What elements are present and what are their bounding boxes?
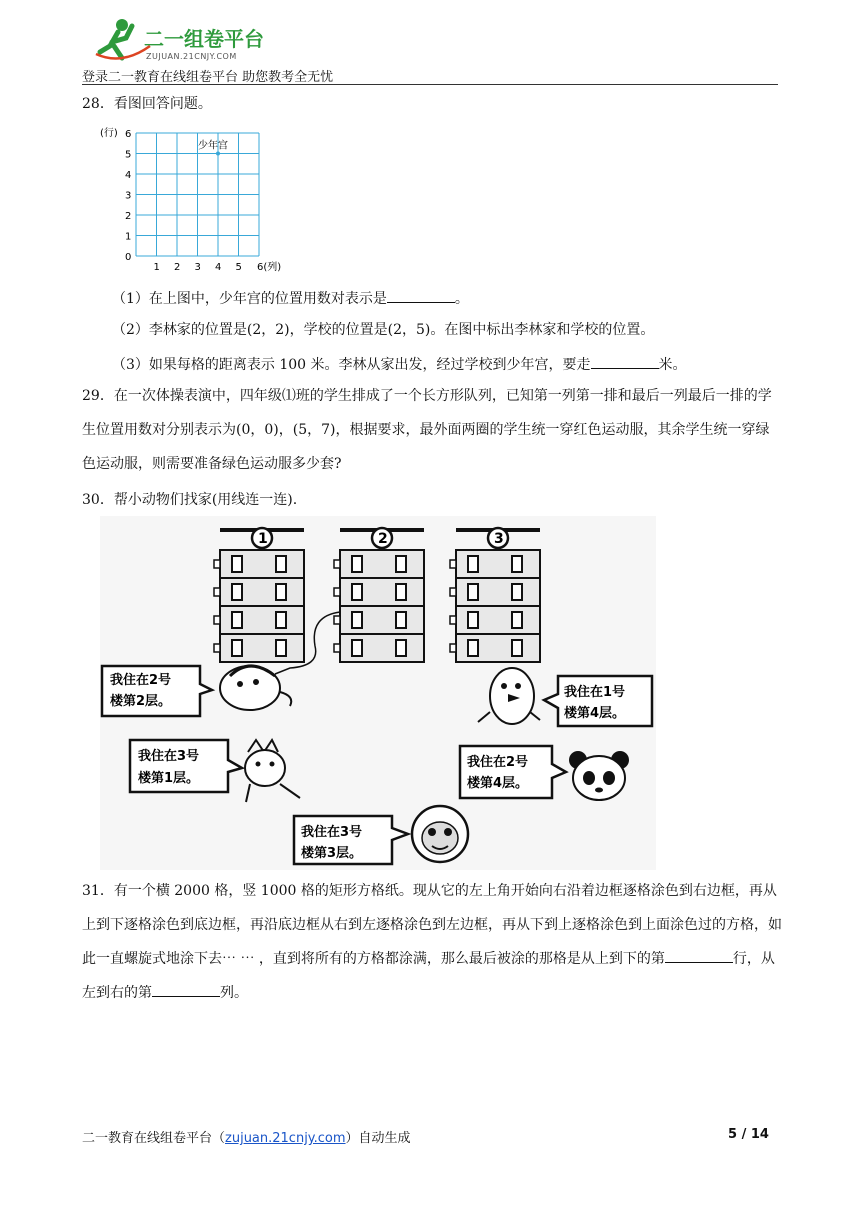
y-tick-label: 5 bbox=[125, 149, 132, 161]
q30-stem: 30．帮小动物们找家(用线连一连). bbox=[82, 492, 298, 508]
window bbox=[276, 612, 286, 628]
y-tick-label: 6 bbox=[125, 129, 132, 140]
window bbox=[352, 612, 362, 628]
window bbox=[276, 584, 286, 600]
x-tick-label: 3 bbox=[194, 262, 201, 273]
logo-text: 二一组卷平台 bbox=[144, 27, 264, 51]
speech-bubble-2 bbox=[544, 676, 652, 726]
x-tick-label: 4 bbox=[215, 262, 222, 273]
q28-sub1: （1）在上图中，少年宫的位置用数对表示是 。 bbox=[112, 287, 469, 309]
footer-link[interactable]: zujuan.21cnjy.com bbox=[225, 1131, 346, 1146]
y-tick-label: 4 bbox=[125, 170, 132, 181]
building-number: 3 bbox=[494, 531, 504, 547]
building-3 bbox=[450, 528, 540, 662]
window bbox=[232, 612, 242, 628]
window bbox=[468, 612, 478, 628]
q31-text: 31．有一个横 2000 格，竖 1000 格的矩形方格纸。现从它的左上角开始向右沿着边框逐格涂色到右边框，再从上到下逐格涂色到底边框，再沿底边框从右到左逐格涂色到左边框，再从下到上逐格涂色到上面涂色过的方格，如此一直螺旋式地涂下去⋯ ⋯ ，直到将所有的方格都涂满，那么最后被涂的那格是从上到下的第 行，从左到右的第 列。 bbox=[82, 883, 782, 1001]
window bbox=[276, 556, 286, 572]
window bbox=[396, 612, 406, 628]
y-tick-label: 3 bbox=[125, 190, 132, 202]
answer-blank[interactable] bbox=[591, 353, 659, 369]
window bbox=[468, 640, 478, 656]
building-number: 2 bbox=[378, 531, 388, 547]
monkey-face-icon bbox=[412, 806, 468, 862]
svg-text:我住在2号: 我住在2号 bbox=[467, 755, 529, 770]
speech-bubble-4 bbox=[460, 746, 566, 798]
header-rule bbox=[82, 84, 778, 85]
window bbox=[512, 640, 522, 656]
answer-blank-row[interactable] bbox=[665, 947, 733, 963]
svg-text:楼第2层。: 楼第2层。 bbox=[110, 694, 172, 709]
svg-text:我住在2号: 我住在2号 bbox=[110, 673, 172, 688]
landmark-point bbox=[216, 152, 220, 156]
svg-text:我住在1号: 我住在1号 bbox=[564, 685, 626, 700]
window bbox=[512, 584, 522, 600]
q29-text: 29．在一次体操表演中，四年级⑴班的学生排成了一个长方形队列，已知第一列第一排和最后一列最后一排的学生位置用数对分别表示为(0，0)，(5，7)，根据要求，最外面两圈的学生统一穿红色运动服，其余学生统一穿绿色运动服，则需要准备绿色运动服多少套? bbox=[82, 388, 772, 472]
building-1 bbox=[214, 528, 304, 662]
q28-stem: 28．看图回答问题。 bbox=[82, 96, 212, 112]
window bbox=[232, 584, 242, 600]
deer-icon bbox=[245, 740, 300, 802]
svg-text:楼第3层。: 楼第3层。 bbox=[301, 846, 363, 861]
footer-source: 二一教育在线组卷平台（zujuan.21cnjy.com）自动生成 bbox=[82, 1131, 411, 1146]
window bbox=[468, 584, 478, 600]
svg-text:楼第1层。: 楼第1层。 bbox=[138, 771, 200, 786]
speech-bubble-5 bbox=[294, 816, 408, 864]
window bbox=[276, 640, 286, 656]
window bbox=[396, 584, 406, 600]
header-slogan: 登录二一教育在线组卷平台 助您教考全无忧 bbox=[82, 70, 334, 85]
window bbox=[396, 640, 406, 656]
y-axis-unit: (行) bbox=[100, 128, 118, 139]
answer-blank[interactable] bbox=[387, 287, 455, 303]
speech-bubble-3 bbox=[130, 740, 242, 792]
window bbox=[512, 612, 522, 628]
bird-icon bbox=[478, 668, 540, 724]
page-number: 5 / 14 bbox=[728, 1127, 769, 1142]
x-axis-unit: 6(列) bbox=[257, 262, 282, 273]
q28-sub3: （3）如果每格的距离表示 100 米。李林从家出发，经过学校到少年宫，要走 米。 bbox=[112, 353, 687, 375]
speech-bubble-1 bbox=[102, 666, 212, 716]
window bbox=[468, 556, 478, 572]
y-tick-label: 2 bbox=[125, 211, 132, 222]
y-tick-label: 1 bbox=[125, 231, 132, 243]
window bbox=[352, 640, 362, 656]
x-tick-label: 5 bbox=[235, 262, 242, 273]
y-tick-label: 0 bbox=[125, 252, 132, 263]
panda-icon bbox=[569, 751, 629, 800]
svg-text:我住在3号: 我住在3号 bbox=[138, 749, 200, 764]
q28-coordinate-grid bbox=[100, 124, 300, 274]
window bbox=[352, 584, 362, 600]
q30-illustration bbox=[100, 516, 656, 870]
logo-subtext: ZUJUAN.21CNJY.COM bbox=[146, 52, 237, 61]
runner-icon bbox=[96, 19, 150, 59]
answer-blank-col[interactable] bbox=[152, 981, 220, 997]
x-tick-labels bbox=[154, 262, 242, 273]
platform-logo bbox=[92, 16, 282, 66]
window bbox=[396, 556, 406, 572]
svg-text:楼第4层。: 楼第4层。 bbox=[564, 706, 626, 721]
building-2 bbox=[334, 528, 424, 662]
landmark-label: 少年宫 bbox=[198, 140, 228, 152]
window bbox=[512, 556, 522, 572]
svg-text:我住在3号: 我住在3号 bbox=[301, 825, 363, 840]
monkey-icon bbox=[220, 666, 291, 710]
building-number: 1 bbox=[258, 531, 268, 547]
y-tick-labels bbox=[125, 129, 131, 263]
x-tick-label: 1 bbox=[153, 262, 160, 273]
q28-sub2: （2）李林家的位置是(2，2)，学校的位置是(2，5)。在图中标出李林家和学校的位置。 bbox=[112, 322, 655, 338]
x-tick-label: 2 bbox=[174, 262, 181, 273]
window bbox=[232, 556, 242, 572]
svg-text:楼第4层。: 楼第4层。 bbox=[467, 776, 529, 791]
window bbox=[352, 556, 362, 572]
window bbox=[232, 640, 242, 656]
